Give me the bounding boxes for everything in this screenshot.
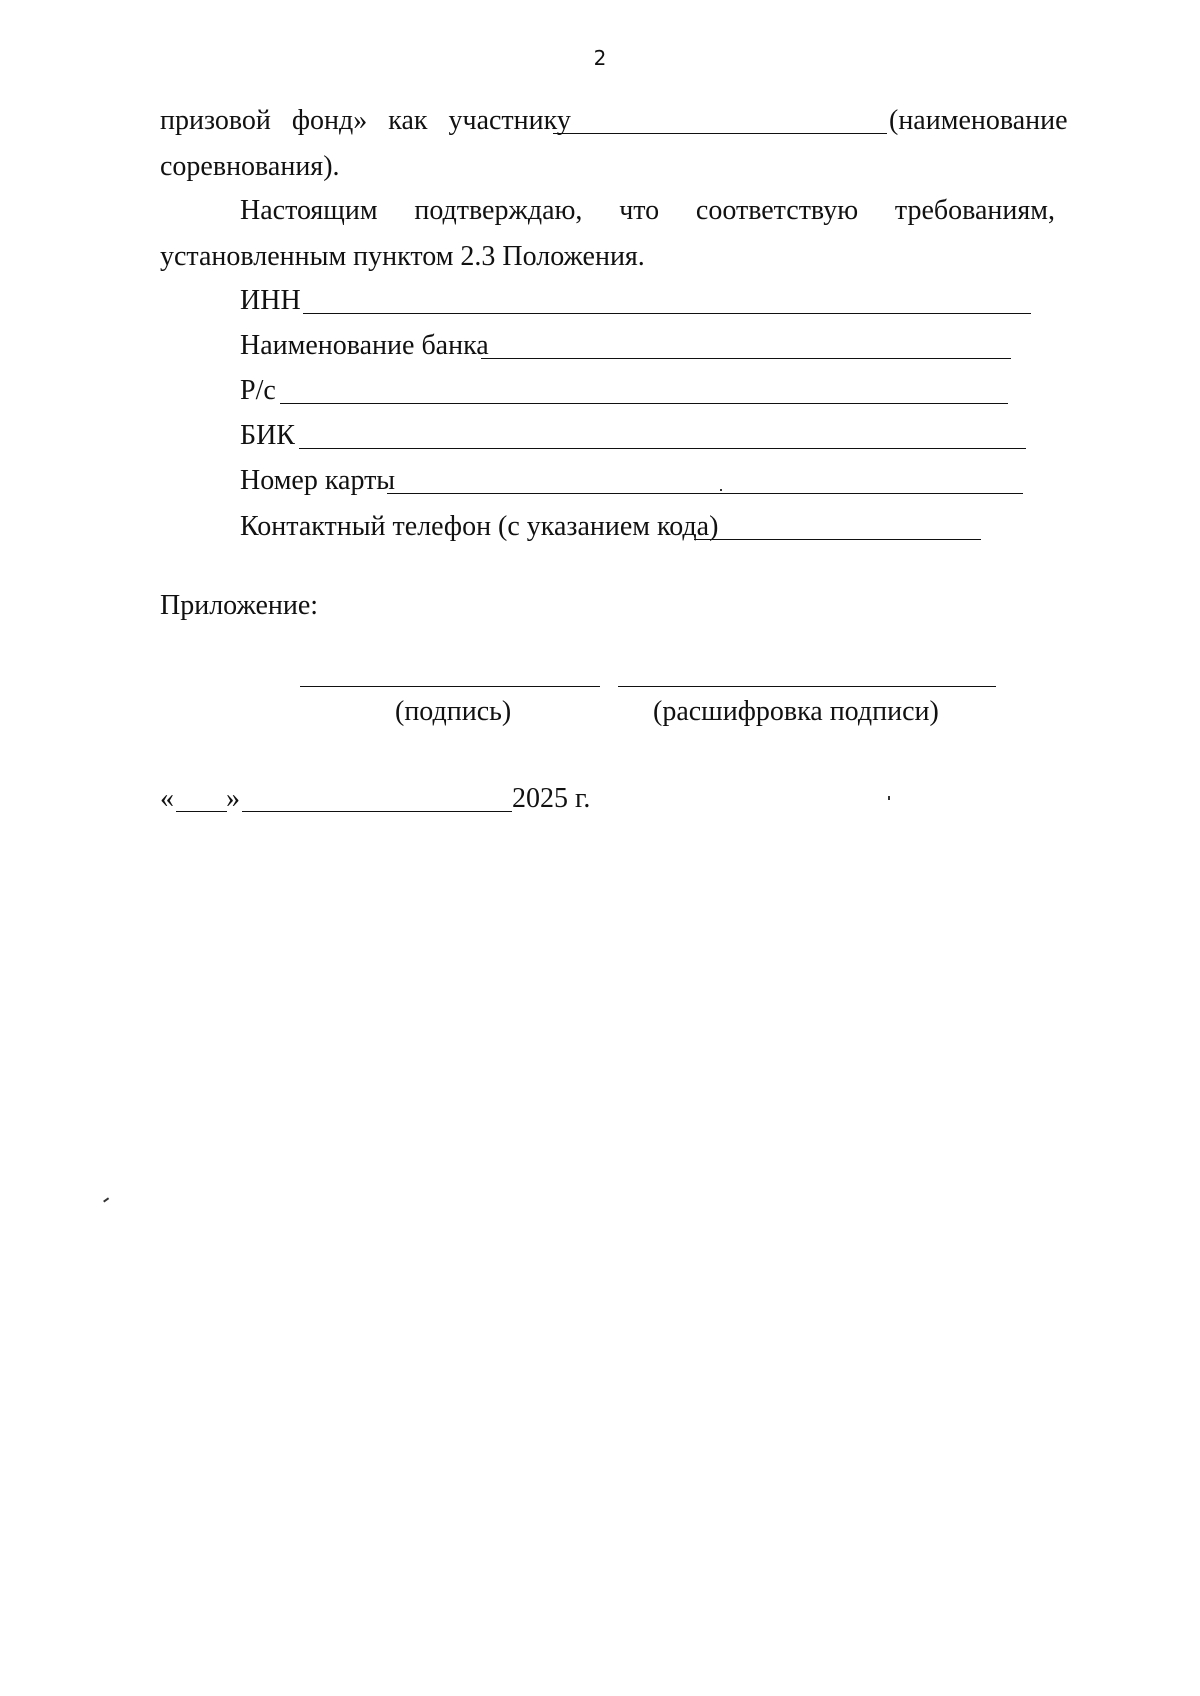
inn-label: ИНН — [240, 285, 301, 316]
p2-word: подтверждаю, — [414, 195, 583, 226]
account-field-line[interactable] — [280, 403, 1008, 404]
scan-speck — [720, 489, 722, 491]
bank-label: Наименование банка — [240, 330, 489, 361]
bik-field-line[interactable] — [299, 448, 1026, 449]
p1-word: призовой — [160, 105, 271, 136]
scan-speck — [103, 1197, 109, 1202]
signature-caption: (подпись) — [395, 696, 512, 727]
signature-line[interactable] — [300, 686, 600, 687]
p1-word-naimenovanie: (наименование — [889, 105, 1068, 136]
signature-decoding-caption: (расшифровка подписи) — [653, 696, 939, 727]
p2-word: что — [619, 195, 660, 226]
date-close-quote: » — [226, 783, 240, 814]
inn-field-line[interactable] — [303, 313, 1031, 314]
signature-decoding-line[interactable] — [618, 686, 996, 687]
card-label: Номер карты — [240, 465, 396, 496]
phone-label: Контактный телефон (с указанием кода) — [240, 511, 719, 542]
p2-word: Настоящим — [240, 195, 378, 226]
card-field-line[interactable] — [387, 493, 1023, 494]
p2-word: соответствую — [695, 195, 859, 226]
date-day-line[interactable] — [176, 811, 227, 812]
paragraph2-line1 — [240, 194, 1055, 228]
p1-word: участнику — [448, 105, 571, 136]
account-label: Р/с — [240, 375, 276, 406]
date-month-line[interactable] — [242, 811, 512, 812]
scan-speck — [888, 796, 890, 800]
p1-word: фонд» — [291, 105, 368, 136]
page-number: 2 — [593, 46, 607, 70]
paragraph2-line2: установленным пунктом 2.3 Положения. — [160, 241, 645, 272]
competition-name-blank[interactable] — [553, 133, 887, 134]
bik-label: БИК — [240, 420, 295, 451]
paragraph1-line2: соревнования). — [160, 151, 340, 182]
attachment-label: Приложение: — [160, 590, 319, 621]
paragraph1-line1-left — [160, 104, 571, 138]
date-year: 2025 г. — [512, 783, 591, 814]
date-open-quote: « — [160, 783, 174, 814]
p1-word: как — [388, 105, 428, 136]
phone-field-line[interactable] — [694, 539, 981, 540]
bank-field-line[interactable] — [481, 358, 1011, 359]
p2-word: требованиям, — [894, 195, 1055, 226]
